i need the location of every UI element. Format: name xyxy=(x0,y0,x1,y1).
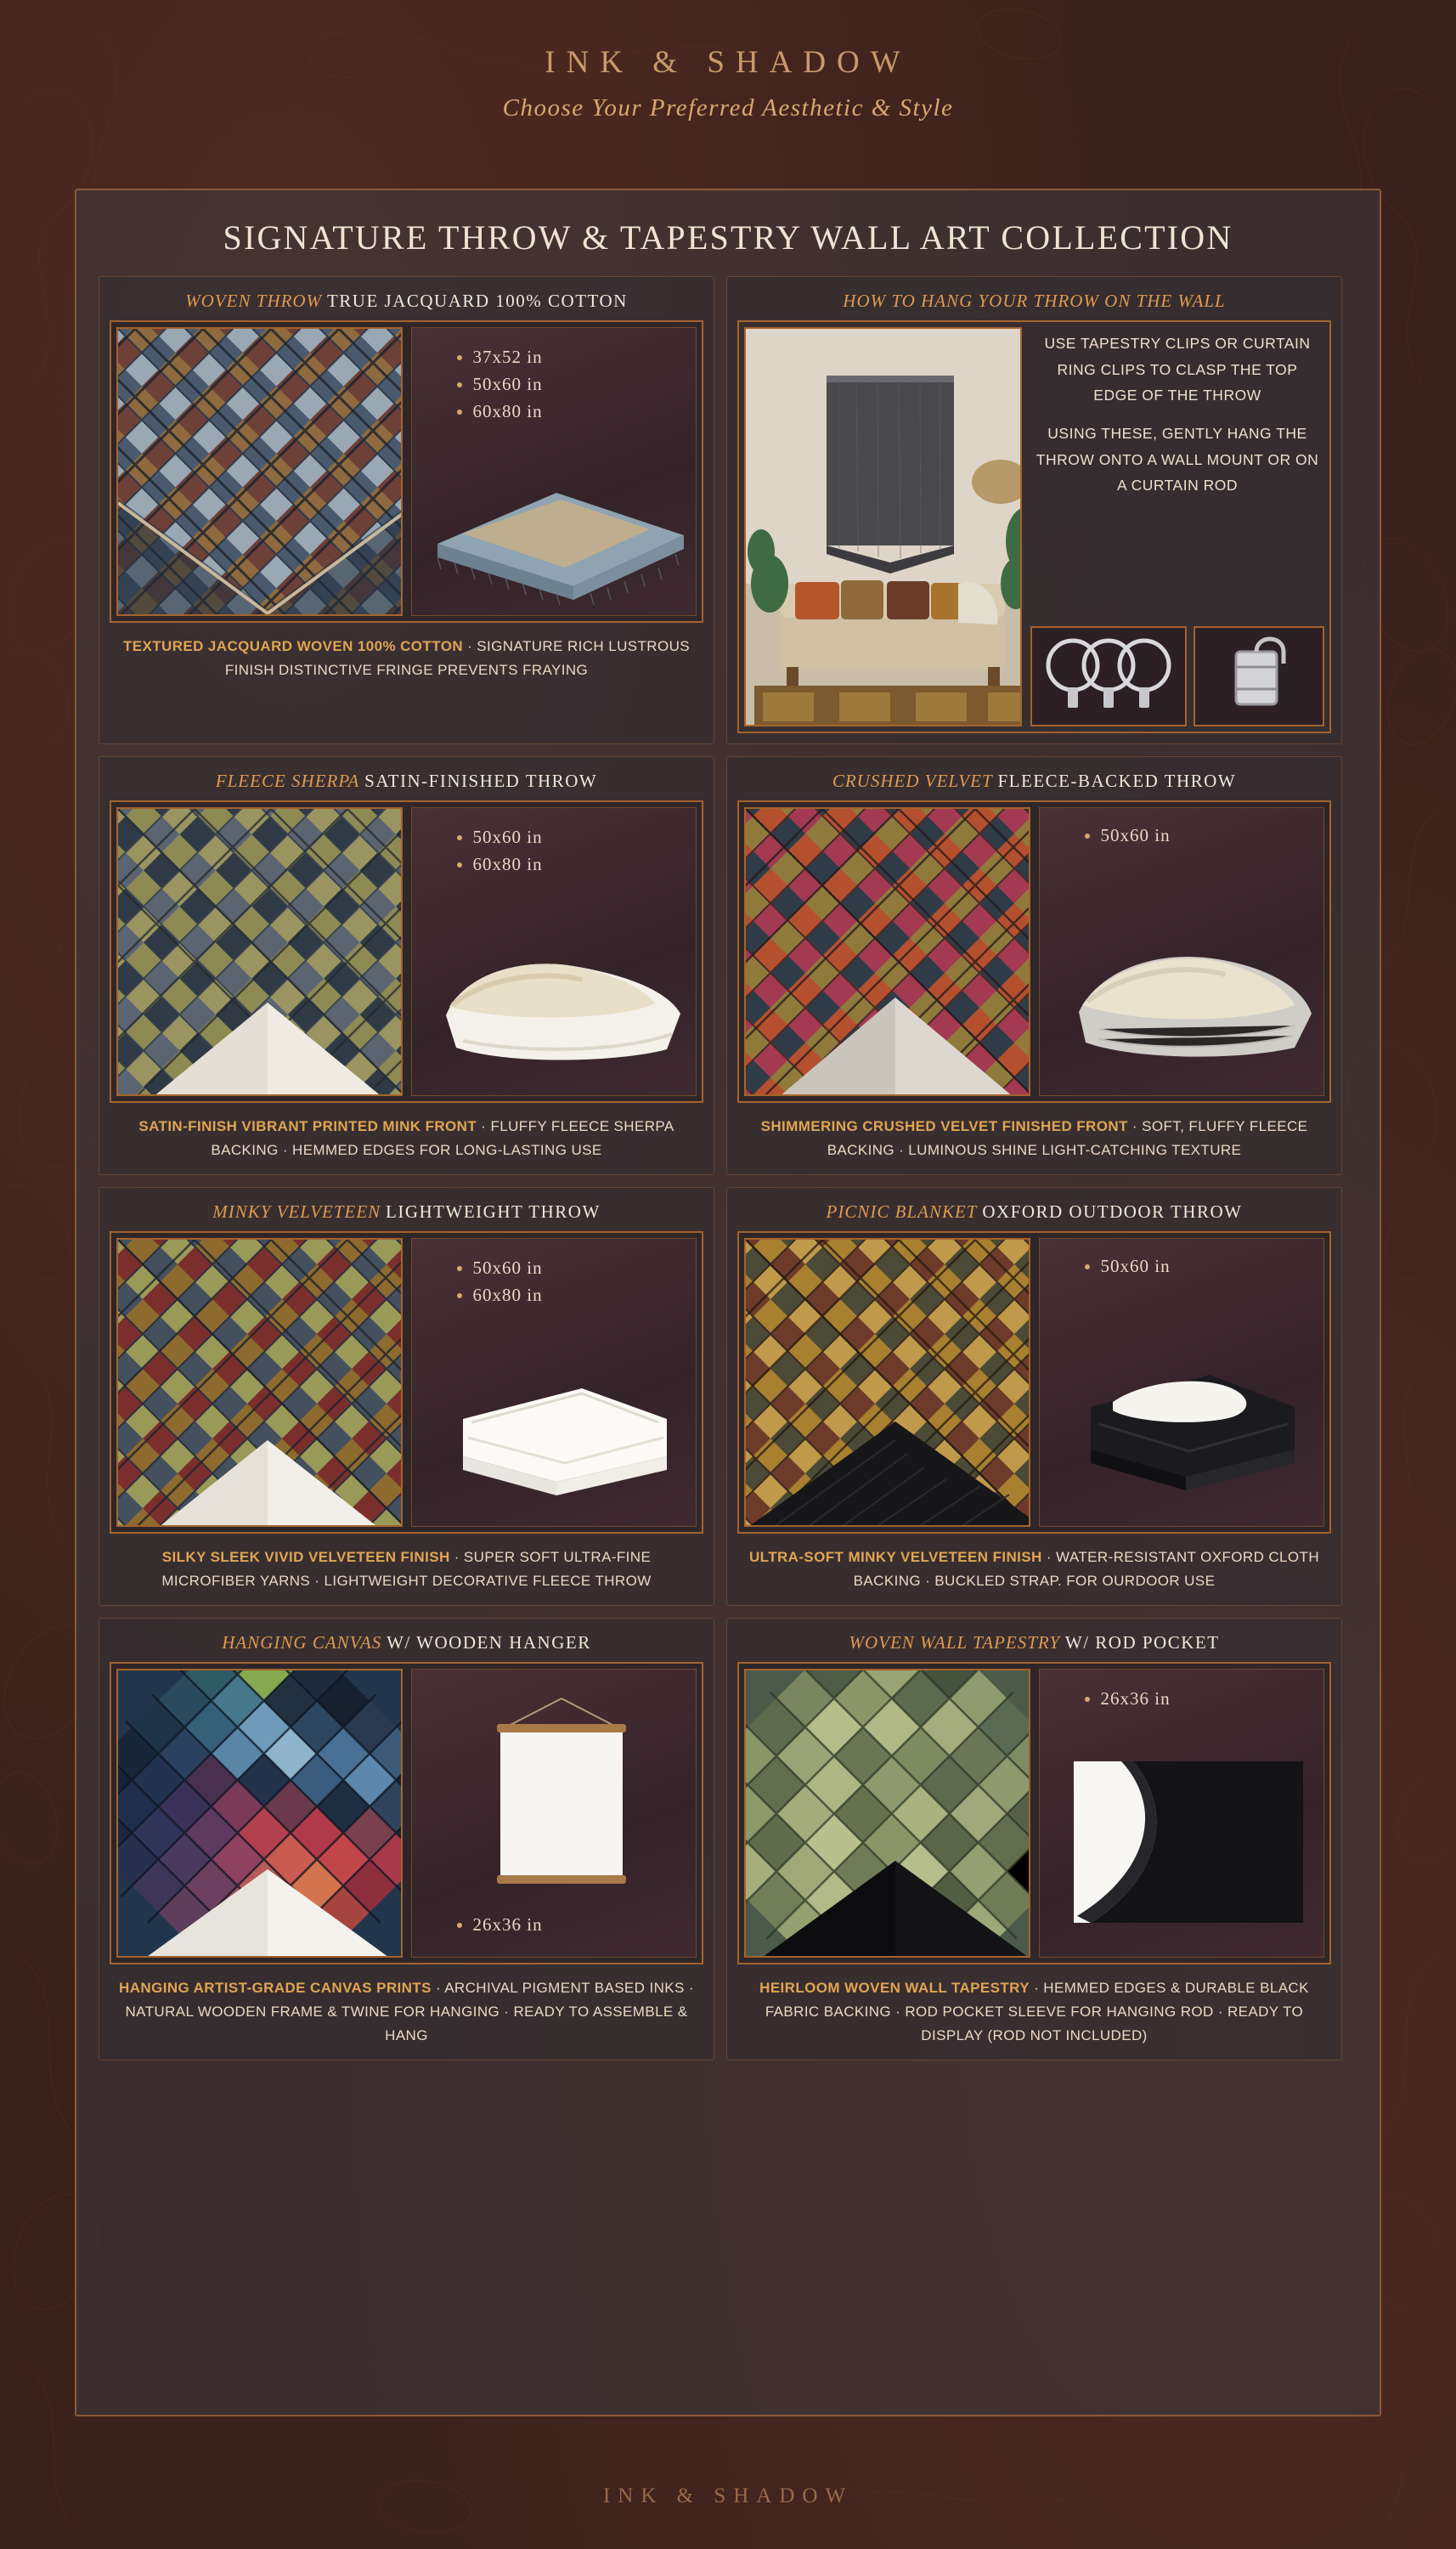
product-photo-velvet-front xyxy=(744,807,1030,1096)
card-title-regular: W/ ROD POCKET xyxy=(1064,1632,1220,1653)
card-title-regular: W/ WOODEN HANGER xyxy=(387,1632,591,1653)
card-title-italic: MINKY VELVETEEN xyxy=(212,1201,381,1223)
product-card-minky-velveteen[interactable] xyxy=(99,1187,714,1606)
size-list xyxy=(412,1914,696,1936)
product-photo-picnic-front xyxy=(744,1238,1030,1527)
card-title-italic: CRUSHED VELVET xyxy=(832,771,993,791)
size-option: • 37x52 in xyxy=(473,347,696,368)
product-card-fleece-sherpa[interactable] xyxy=(99,756,714,1175)
hang-instructions-body xyxy=(737,320,1331,733)
size-option: • 26x36 in xyxy=(473,1914,696,1936)
page-title: SIGNATURE THROW & TAPESTRY WALL ART COLLECTION xyxy=(223,218,1233,257)
card-description xyxy=(110,623,703,684)
product-photo-quilt-woven xyxy=(116,327,403,616)
card-images xyxy=(110,1231,703,1534)
brand-header xyxy=(0,44,1456,122)
card-description xyxy=(110,1103,703,1164)
description-bold: HANGING ARTIST-GRADE CANVAS PRINTS xyxy=(119,1980,432,1997)
size-options-velvet xyxy=(1039,807,1324,1096)
product-photo-tapestry-front xyxy=(744,1669,1030,1958)
card-images xyxy=(737,800,1331,1103)
size-list xyxy=(1101,825,1171,852)
size-option: • 50x60 in xyxy=(473,1258,696,1279)
description-rest: · ARCHIVAL PIGMENT BASED INKS · NATURAL WOODEN FRAME & TWINE FOR HANGING · READY TO ASSEMBLE & HANG xyxy=(125,1980,694,2044)
size-list xyxy=(1040,1670,1323,1710)
card-title xyxy=(737,1196,1331,1231)
card-description xyxy=(737,1534,1331,1595)
size-option: • 50x60 in xyxy=(473,827,696,848)
size-options-sherpa xyxy=(411,807,697,1096)
card-title xyxy=(737,285,1331,320)
size-list xyxy=(1101,1256,1171,1283)
hang-paragraph-2: USING THESE, GENTLY HANG THE THROW ONTO A WALL MOUNT OR ON A CURTAIN ROD xyxy=(1036,424,1319,495)
description-rest: · SUPER SOFT ULTRA-FINE MICROFIBER YARNS · LIGHTWEIGHT DECORATIVE FLEECE THROW xyxy=(161,1549,652,1590)
card-title-regular: FLEECE-BACKED THROW xyxy=(997,771,1237,791)
tapestry-clip-icon xyxy=(1194,626,1324,726)
description-bold: SHIMMERING CRUSHED VELVET FINISHED FRONT xyxy=(760,1118,1128,1134)
card-title-regular: LIGHTWEIGHT THROW xyxy=(386,1201,601,1223)
size-list-wrap xyxy=(1040,1239,1323,1300)
description-rest: · SIGNATURE RICH LUSTROUS FINISH DISTINCTIVE FRINGE PREVENTS FRAYING xyxy=(224,638,690,679)
hang-paragraph-1: USE TAPESTRY CLIPS OR CURTAIN RING CLIPS TO CLASP THE TOP EDGE OF THE THROW xyxy=(1044,335,1311,404)
description-bold: TEXTURED JACQUARD WOVEN 100% COTTON xyxy=(122,638,463,654)
card-title-italic: HOW TO HANG YOUR THROW ON THE WALL xyxy=(843,291,1226,311)
card-description xyxy=(110,1964,703,2049)
description-bold: SATIN-FINISH VIBRANT PRINTED MINK FRONT xyxy=(138,1118,477,1134)
product-card-picnic-blanket[interactable] xyxy=(726,1187,1342,1606)
card-images xyxy=(110,800,703,1103)
product-card-how-to-hang[interactable] xyxy=(726,276,1342,744)
card-title-italic: PICNIC BLANKET xyxy=(826,1201,978,1223)
hang-instructions-text xyxy=(1030,327,1324,726)
description-rest: · SOFT, FLUFFY FLEECE BACKING · LUMINOUS SHINE LIGHT-CATCHING TEXTURE xyxy=(827,1118,1308,1159)
brand-name-bottom: INK & SHADOW xyxy=(602,2484,854,2507)
card-title xyxy=(737,1627,1331,1662)
size-option: • 60x80 in xyxy=(473,1285,696,1306)
size-options-picnic xyxy=(1039,1238,1324,1527)
product-card-woven-throw[interactable] xyxy=(99,276,714,744)
size-list xyxy=(412,1239,696,1306)
size-option: • 50x60 in xyxy=(473,374,696,395)
description-bold: SILKY SLEEK VIVID VELVETEEN FINISH xyxy=(161,1549,450,1566)
size-option: • 50x60 in xyxy=(1101,1256,1171,1277)
card-title xyxy=(110,285,703,320)
size-options-tapestry xyxy=(1039,1669,1324,1958)
card-images xyxy=(737,1662,1331,1964)
card-title-italic: WOVEN WALL TAPESTRY xyxy=(849,1632,1061,1653)
card-description xyxy=(737,1103,1331,1164)
description-bold: ULTRA-SOFT MINKY VELVETEEN FINISH xyxy=(749,1549,1042,1566)
room-photo-hanging-throw xyxy=(744,327,1022,726)
size-list-wrap xyxy=(412,1914,696,1941)
card-images xyxy=(737,1231,1331,1534)
size-list xyxy=(412,328,696,422)
brand-tagline: Choose Your Preferred Aesthetic & Style xyxy=(502,94,954,122)
description-bold: HEIRLOOM WOVEN WALL TAPESTRY xyxy=(759,1980,1030,1997)
card-title-italic: HANGING CANVAS xyxy=(222,1632,382,1653)
hang-hardware-icons xyxy=(1030,626,1324,726)
size-list-wrap xyxy=(1040,808,1323,869)
size-option: • 60x80 in xyxy=(473,854,696,875)
hang-text-block xyxy=(1030,327,1324,511)
card-title-regular: SATIN-FINISHED THROW xyxy=(364,771,598,791)
size-options-canvas xyxy=(411,1669,697,1958)
card-images xyxy=(110,320,703,623)
card-title-italic: FLEECE SHERPA xyxy=(215,771,360,791)
description-rest: · WATER-RESISTANT OXFORD CLOTH BACKING · BUCKLED STRAP. FOR OURDOOR USE xyxy=(853,1549,1319,1590)
brand-name-top: INK & SHADOW xyxy=(545,45,911,80)
card-title-regular: OXFORD OUTDOOR THROW xyxy=(982,1201,1243,1223)
size-option: • 26x36 in xyxy=(1101,1688,1323,1710)
collection-panel xyxy=(75,189,1381,2416)
product-photo-canvas-front xyxy=(116,1669,403,1958)
size-option: • 50x60 in xyxy=(1101,825,1171,846)
card-title xyxy=(110,1196,703,1231)
card-images xyxy=(110,1662,703,1964)
size-list xyxy=(412,808,696,875)
card-title-italic: WOVEN THROW xyxy=(185,291,323,311)
size-options-woven xyxy=(411,327,697,616)
card-description xyxy=(110,1534,703,1595)
product-card-hanging-canvas[interactable] xyxy=(99,1618,714,2060)
product-photo-minky-front xyxy=(116,1238,403,1527)
card-title xyxy=(737,766,1331,800)
size-options-minky xyxy=(411,1238,697,1527)
curtain-ring-clips-icon xyxy=(1030,626,1187,726)
card-description xyxy=(737,1964,1331,2049)
product-photo-sherpa-front xyxy=(116,807,403,1096)
product-card-woven-wall-tapestry[interactable] xyxy=(726,1618,1342,2060)
card-title xyxy=(110,766,703,800)
card-title-regular: TRUE JACQUARD 100% COTTON xyxy=(326,291,628,311)
card-title xyxy=(110,1627,703,1662)
description-rest: · HEMMED EDGES & DURABLE BLACK FABRIC BACKING · ROD POCKET SLEEVE FOR HANGING ROD · READY TO DISPLAY (ROD NOT INCLUDED) xyxy=(765,1980,1309,2044)
product-grid xyxy=(99,276,1357,2060)
product-card-crushed-velvet[interactable] xyxy=(726,756,1342,1175)
size-option: • 60x80 in xyxy=(473,401,696,422)
description-rest: · FLUFFY FLEECE SHERPA BACKING · HEMMED EDGES FOR LONG-LASTING USE xyxy=(211,1118,674,1159)
